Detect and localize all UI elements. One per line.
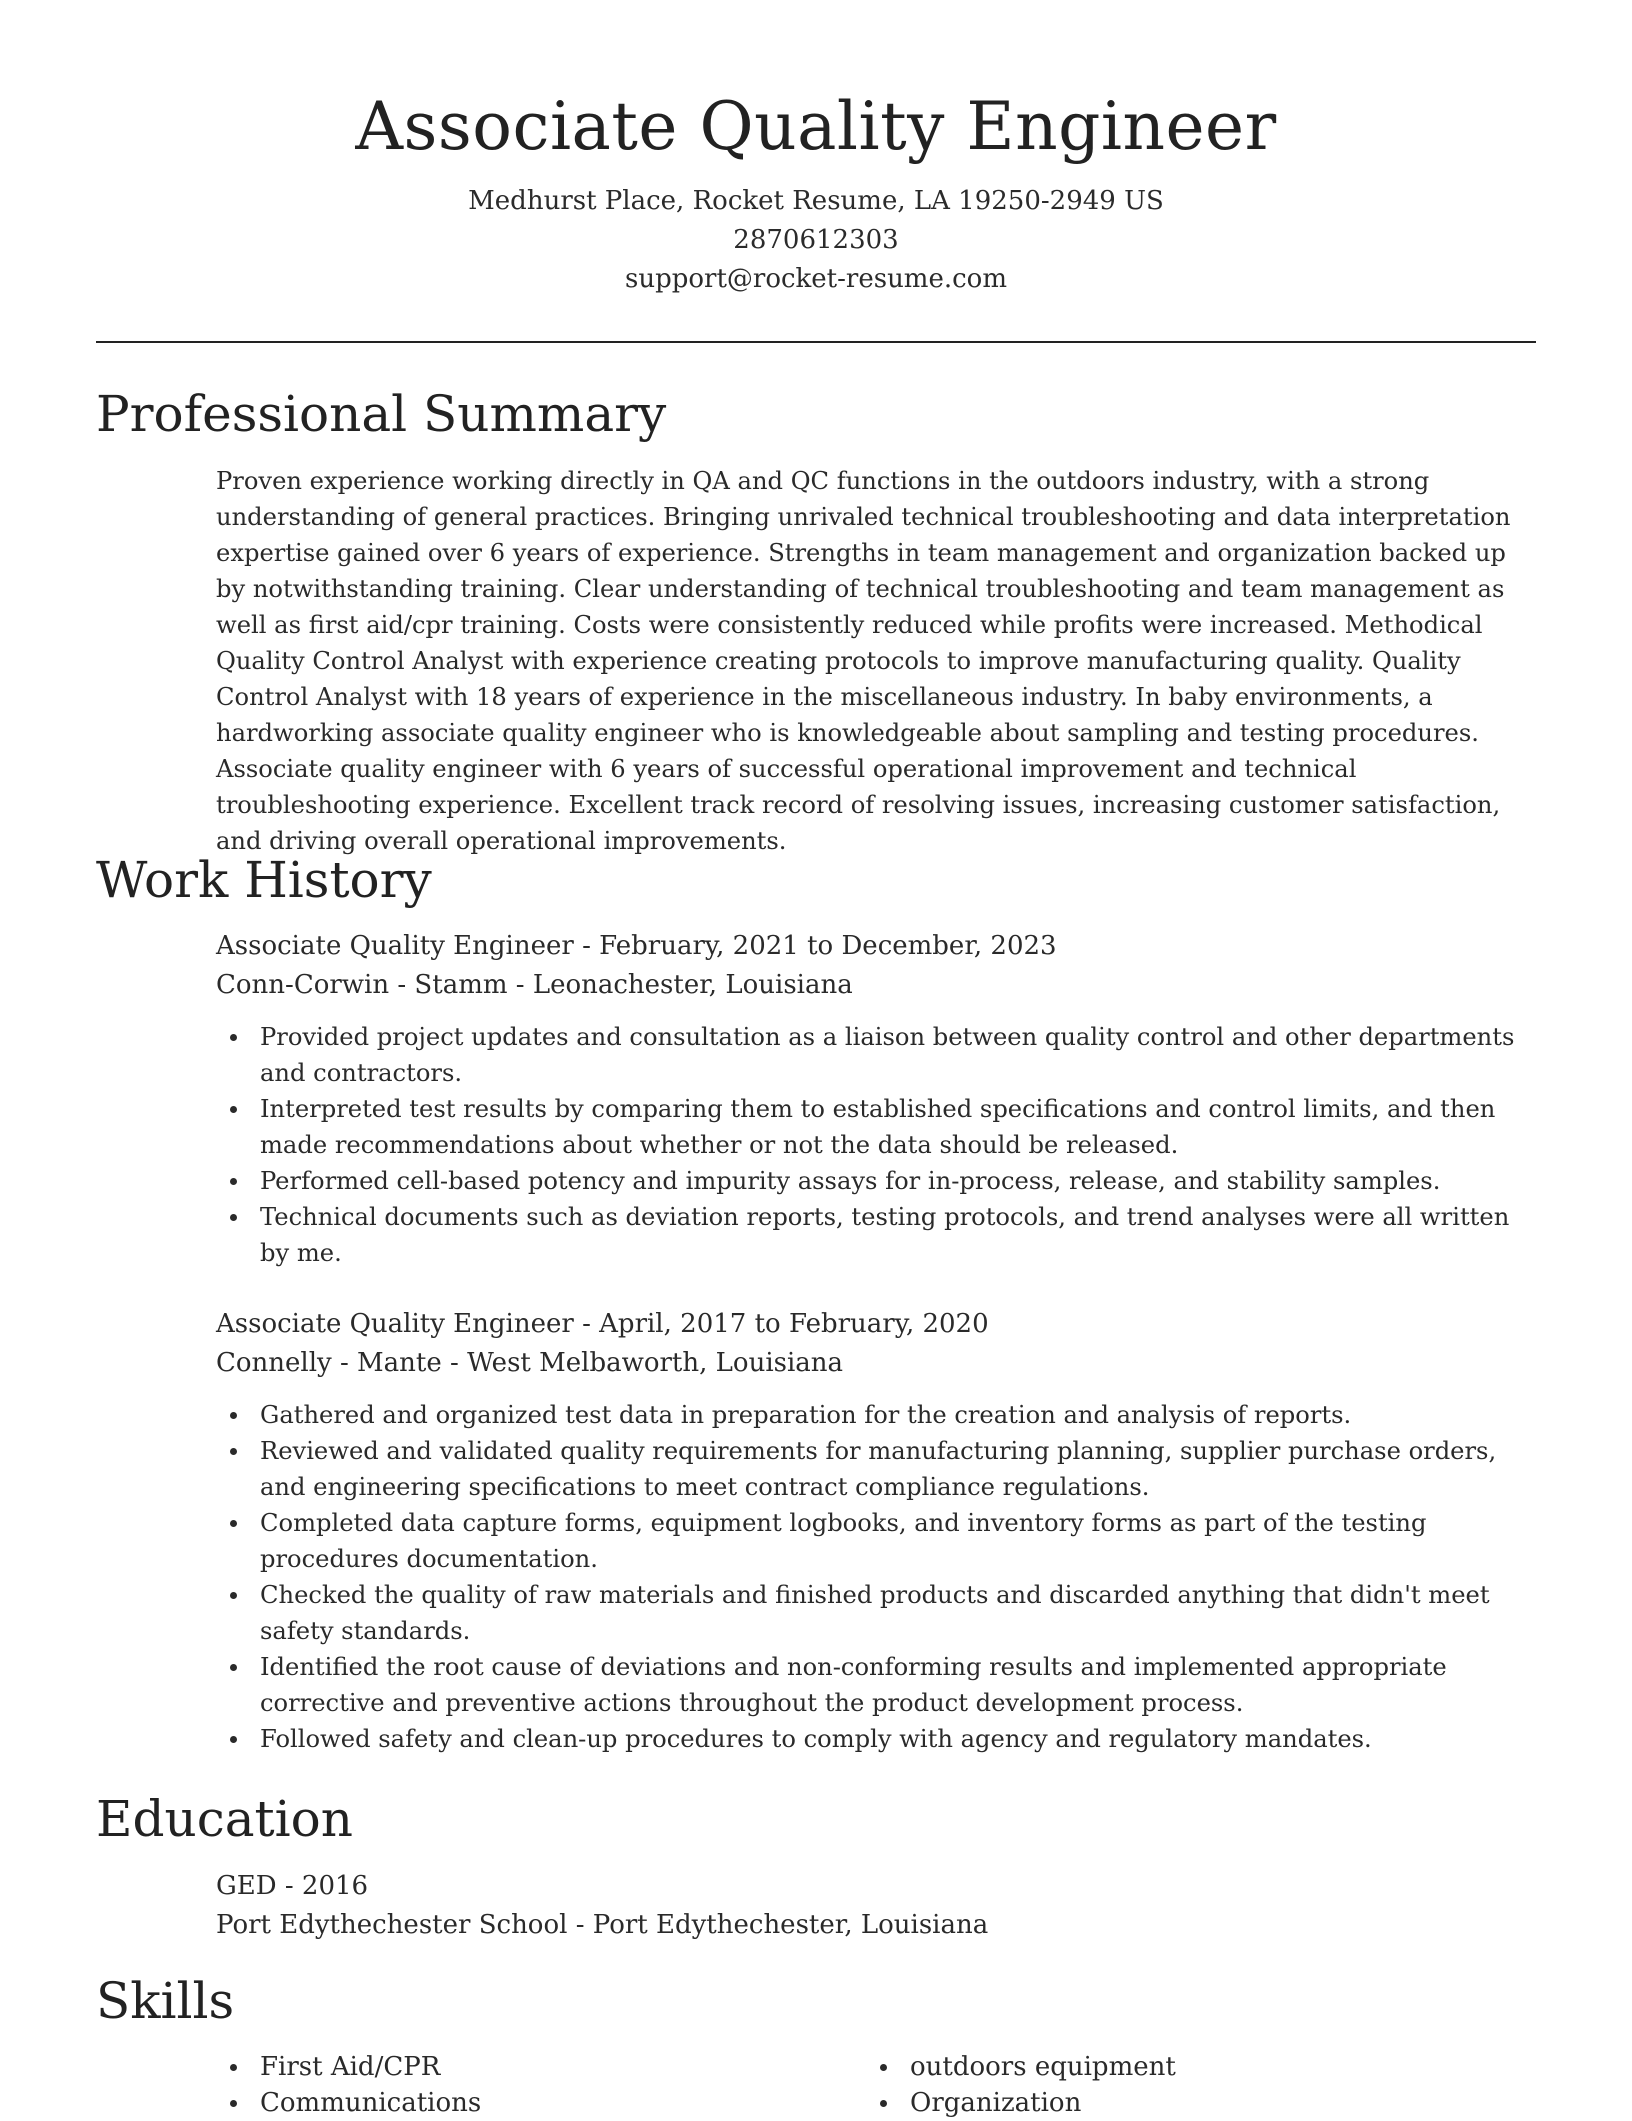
job-bullet: Performed cell-based potency and impurity assays for in-process, release, and stability samples. [260, 1163, 1536, 1199]
contact-phone: 2870612303 [733, 225, 899, 255]
skills-column-left [216, 2049, 866, 2121]
job-title-line [216, 1305, 1536, 1344]
job-position: Associate Quality Engineer [216, 931, 574, 961]
education-heading: Education [96, 1790, 353, 1848]
contact-info [0, 182, 1632, 299]
job-bullet: Interpreted test results by comparing them to established specifications and control limits, and then made recommendations about whether or not the data should be released. [260, 1091, 1536, 1163]
job-position: Associate Quality Engineer [216, 1309, 574, 1339]
job-bullet: Completed data capture forms, equipment logbooks, and inventory forms as part of the testing procedures documentation. [260, 1505, 1536, 1577]
job-company: Connelly - Mante [216, 1348, 442, 1378]
job-bullet: Identified the root cause of deviations and non-conforming results and implemented appropriate corrective and preventive actions throughout the product development process. [260, 1649, 1536, 1721]
summary-heading: Professional Summary [96, 385, 667, 443]
skill-item: First Aid/CPR [260, 2049, 866, 2085]
skills-column-right [866, 2049, 1516, 2121]
job-bullet: Reviewed and validated quality requirements for manufacturing planning, supplier purchase orders, and engineering specifications to meet contract compliance regulations. [260, 1433, 1536, 1505]
skill-item: outdoors equipment [910, 2049, 1516, 2085]
job-title-line [216, 927, 1536, 966]
job-company-line [216, 966, 1536, 1005]
job-location: - Leonachester, Louisiana [507, 970, 853, 1000]
summary-text: Proven experience working directly in QA and QC functions in the outdoors industry, with a strong understanding of general practices. Bringing unrivaled technical troubleshooting and data interpretation expertise gained over 6 years of experience. Strengths in team management and organization backed up by notwithstanding training. Clear understanding of technical troubleshooting and team management as well as first aid/cpr training. Costs were consistently reduced while profits were increased. Methodical Quality Control Analyst with experience creating protocols to improve manufacturing quality. Quality Control Analyst with 18 years of experience in the miscellaneous industry. In baby environments, a hardworking associate quality engineer who is knowledgeable about sampling and testing procedures. Associate quality engineer with 6 years of successful operational improvement and technical troubleshooting experience. Excellent track record of resolving issues, increasing customer satisfaction, and driving overall operational improvements. [216, 467, 1511, 855]
job-company: Conn-Corwin - Stamm [216, 970, 508, 1000]
job-bullets [216, 1019, 1536, 1271]
contact-email: support@rocket-resume.com [624, 264, 1007, 294]
job-bullet: Provided project updates and consultation as a liaison between quality control and other departments and contractors. [260, 1019, 1536, 1091]
skills-columns [216, 2049, 1536, 2121]
job-bullet: Checked the quality of raw materials and finished products and discarded anything that didn't meet safety standards. [260, 1577, 1536, 1649]
skill-item: Organization [910, 2085, 1516, 2121]
candidate-name: Associate Quality Engineer [355, 88, 1277, 165]
summary-section [216, 463, 1536, 859]
job-bullet: Gathered and organized test data in preparation for the creation and analysis of reports. [260, 1397, 1536, 1433]
job-entry [216, 927, 1536, 1271]
job-company-line [216, 1344, 1536, 1383]
education-school-line [216, 1906, 1536, 1945]
education-location: - Port Edythechester, Louisiana [567, 1910, 989, 1940]
skill-item: Communications [260, 2085, 866, 2121]
resume-header [0, 0, 1632, 299]
job-location: - West Melbaworth, Louisiana [441, 1348, 844, 1378]
job-bullet: Technical documents such as deviation reports, testing protocols, and trend analyses were all written by me. [260, 1199, 1536, 1271]
education-school: Port Edythechester School [216, 1910, 568, 1940]
skills-section [216, 2049, 1536, 2121]
work-history-heading: Work History [96, 851, 432, 909]
education-degree: GED [216, 1871, 277, 1901]
job-bullet: Followed safety and clean-up procedures to comply with agency and regulatory mandates. [260, 1721, 1536, 1757]
skills-list-right [866, 2049, 1516, 2121]
skills-list-left [216, 2049, 866, 2121]
header-divider [96, 341, 1536, 343]
skills-heading: Skills [96, 1972, 235, 2030]
education-entry [216, 1867, 1536, 1945]
job-bullets [216, 1397, 1536, 1757]
job-entry [216, 1305, 1536, 1757]
job-dates: - April, 2017 to February, 2020 [573, 1309, 989, 1339]
education-degree-line [216, 1867, 1536, 1906]
contact-address: Medhurst Place, Rocket Resume, LA 19250-2949 US [468, 186, 1164, 216]
education-year: - 2016 [276, 1871, 369, 1901]
job-dates: - February, 2021 to December, 2023 [573, 931, 1057, 961]
